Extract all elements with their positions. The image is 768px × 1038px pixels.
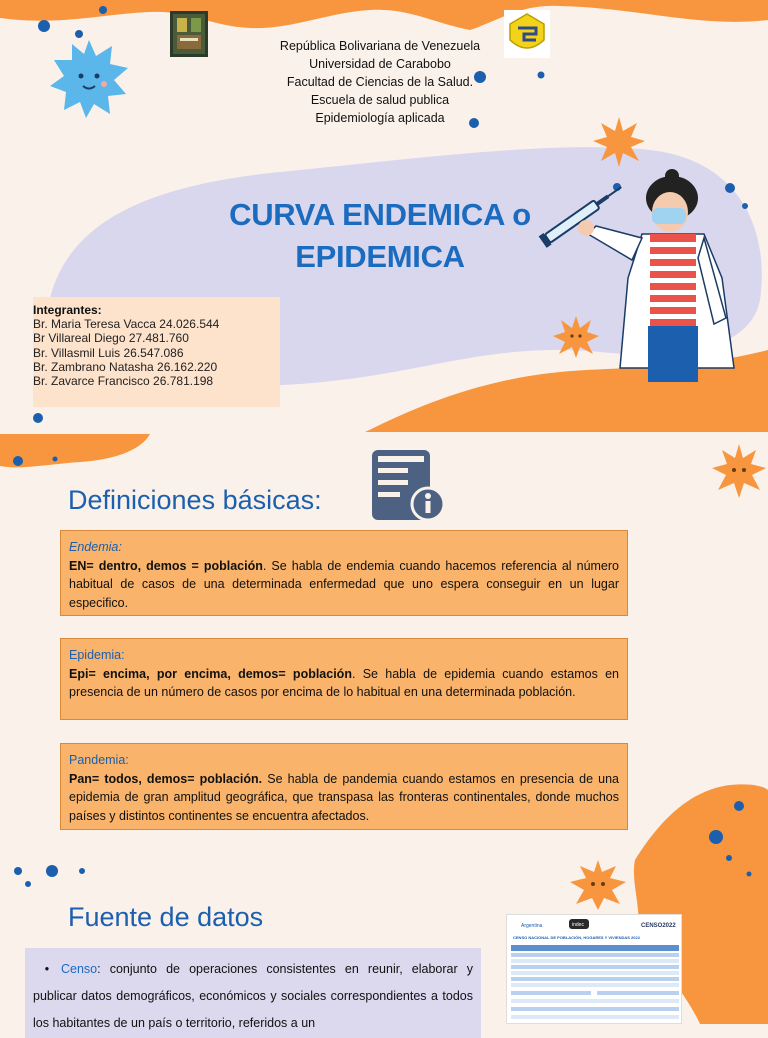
virus-character-icon bbox=[48, 38, 130, 120]
orange-virus-bottom-icon bbox=[570, 860, 626, 910]
definition-label: Pandemia: bbox=[69, 753, 129, 767]
definition-text bbox=[69, 665, 619, 702]
definition-card-pandemia bbox=[60, 743, 628, 830]
doctor-illustration bbox=[536, 168, 742, 386]
member-item: Br. Maria Teresa Vacca 24.026.544 bbox=[33, 317, 220, 332]
census-term: Censo bbox=[61, 962, 98, 976]
header-line-university: Universidad de Carabobo bbox=[309, 57, 451, 71]
member-item: Br. Zambrano Natasha 26.162.220 bbox=[33, 359, 218, 374]
orange-virus-icon bbox=[593, 117, 645, 167]
bullet-marker: • bbox=[44, 962, 50, 976]
title-line-1: CURVA ENDEMICA o bbox=[229, 197, 531, 232]
definition-card-epidemia bbox=[60, 638, 628, 720]
definition-text bbox=[69, 770, 619, 826]
header-line-faculty: Facultad de Ciencias de la Salud. bbox=[286, 75, 474, 89]
definition-etymology: EN= dentro, demos = población bbox=[69, 558, 263, 573]
definition-label: Epidemia: bbox=[69, 648, 125, 662]
member-item: Br. Zavarce Francisco 26.781.198 bbox=[33, 374, 214, 389]
definition-card-endemia bbox=[60, 530, 628, 616]
university-crest-logo bbox=[170, 11, 208, 57]
definition-body: . Se habla de epidemia cuando estamos en presencia de un número de casos por encima de lo habitual en una determinada población. bbox=[69, 666, 619, 699]
definition-text bbox=[69, 557, 619, 613]
institution-header bbox=[230, 37, 530, 127]
definition-body: Se habla de pandemia cuando estamos en presencia de una epidemia de gran amplitud geográfica, que transpasa las fronteras continentales, donde muchos países y distintos continentes se encuentra afectados. bbox=[69, 771, 619, 823]
title-line-2: EPIDEMICA bbox=[295, 239, 465, 274]
form-title: CENSO NACIONAL DE POBLACIÓN, HOGARES Y VIVIENDAS 2022 bbox=[513, 935, 640, 940]
form-org: Argentina bbox=[521, 923, 543, 929]
header-line-school: Escuela de salud publica bbox=[310, 93, 450, 107]
census-form-image bbox=[506, 914, 682, 1024]
census-definition-box bbox=[25, 948, 481, 1038]
book-info-icon bbox=[370, 450, 446, 522]
header-line-course: Epidemiología aplicada bbox=[315, 111, 445, 125]
definition-etymology: Pan= todos, demos= población. bbox=[69, 771, 263, 786]
census-form-graphic bbox=[507, 915, 683, 1025]
definition-etymology: Epi= encima, por encima, demos= población bbox=[69, 666, 352, 681]
sources-heading: Fuente de datos bbox=[68, 902, 264, 932]
definitions-heading: Definiciones básicas: bbox=[68, 485, 322, 515]
form-agency: indec bbox=[572, 922, 584, 928]
census-text: : conjunto de operaciones consistentes en reunir, elaborar y publicar datos demográficos, económicos y sociales correspondientes a todos los habitantes de un país o territorio, referidos a un bbox=[33, 962, 473, 1030]
members-heading: Integrantes: bbox=[33, 303, 102, 317]
member-item: Br Villareal Diego 27.481.760 bbox=[33, 331, 189, 346]
member-item: Br. Villasmil Luis 26.547.086 bbox=[33, 345, 184, 360]
page-title bbox=[190, 194, 570, 278]
orange-virus-right-icon bbox=[712, 444, 766, 498]
definition-body: . Se habla de endemia cuando hacemos referencia al número habitual de casos de una determinada enfermedad que uno espera conseguir en un lugar especifico. bbox=[69, 558, 620, 610]
definition-label: Endemia: bbox=[69, 540, 122, 554]
members-box bbox=[33, 297, 280, 407]
form-brand: CENSO2022 bbox=[641, 923, 676, 929]
header-line-country: República Bolivariana de Venezuela bbox=[279, 39, 481, 53]
